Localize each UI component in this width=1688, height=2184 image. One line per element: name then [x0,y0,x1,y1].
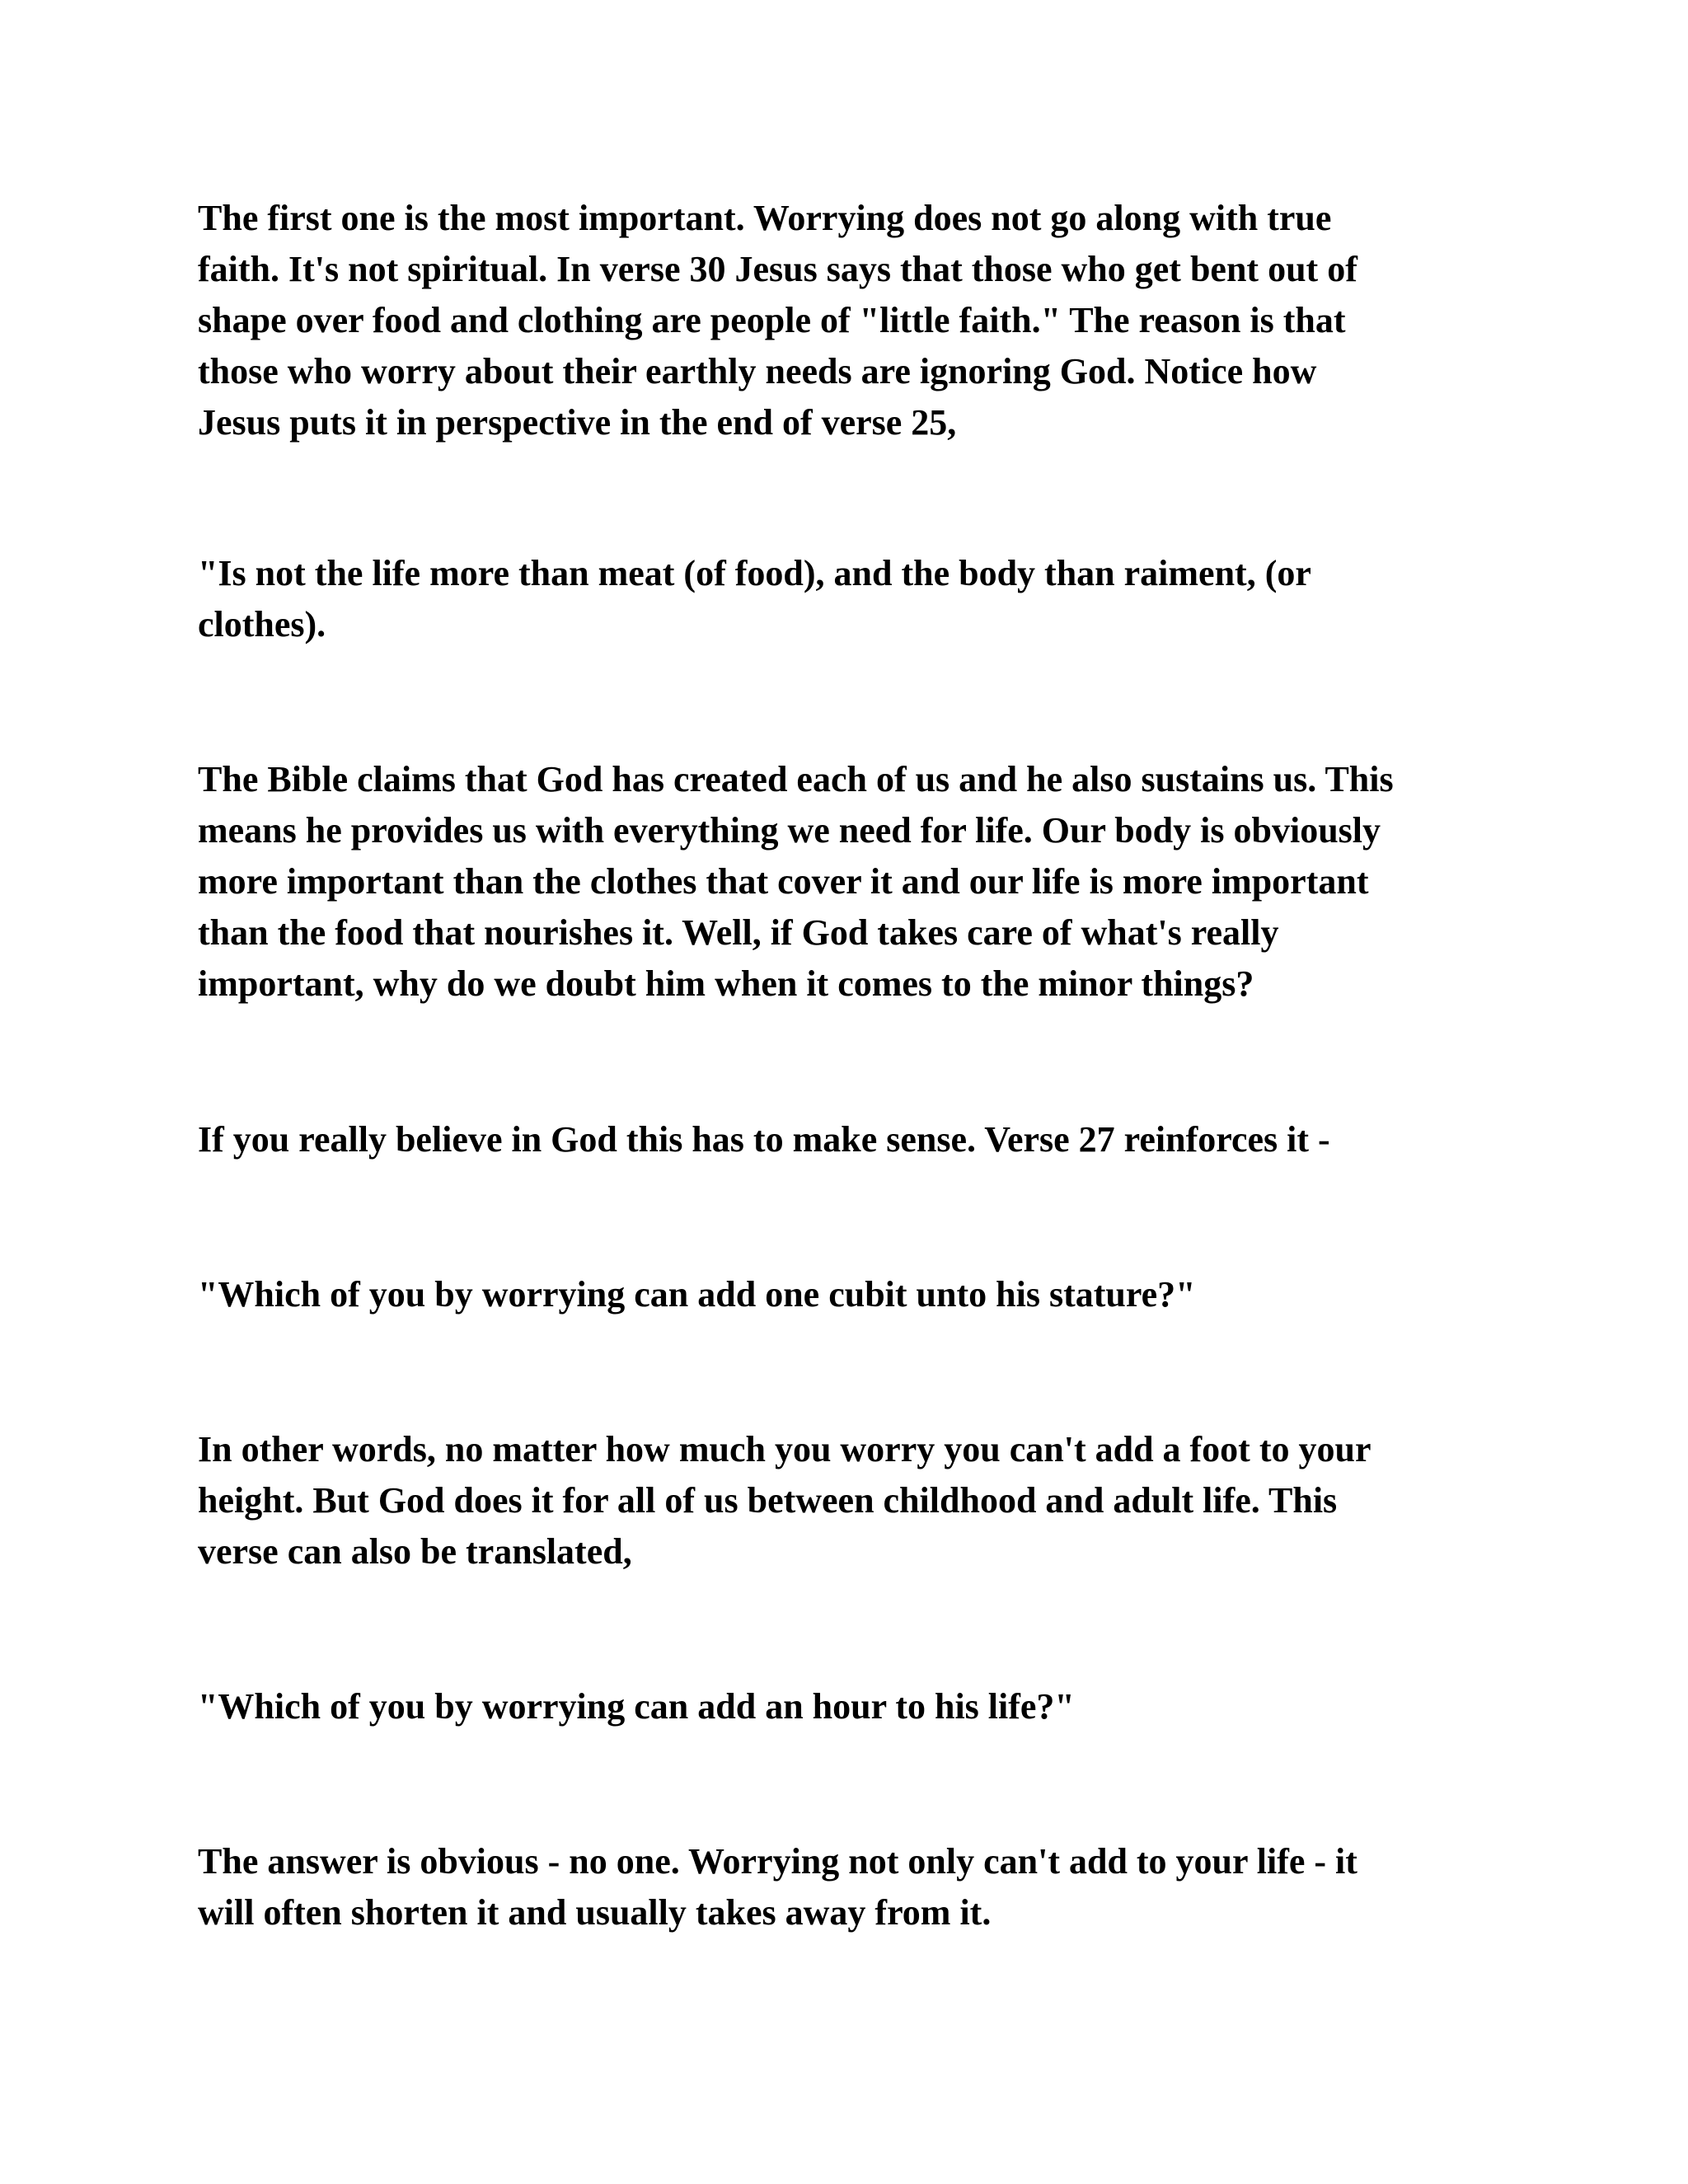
text-line: verse can also be translated, [198,1531,632,1572]
paragraph-answer-obvious [198,1836,1517,1938]
paragraph-quote-verse-25 [198,548,1517,650]
paragraph-bible-claims [198,754,1517,1010]
text-line: important, why do we doubt him when it comes to the minor things? [198,963,1254,1004]
text-line: If you really believe in God this has to make sense. Verse 27 reinforces it - [198,1119,1330,1160]
text-line: will often shorten it and usually takes away from it. [198,1892,992,1933]
paragraph-first-most-important [198,193,1517,448]
paragraph-verse-27-intro [198,1114,1517,1165]
text-line: those who worry about their earthly needs are ignoring God. Notice how [198,351,1317,391]
paragraph-in-other-words [198,1424,1517,1577]
text-line: shape over food and clothing are people of "little faith." The reason is that [198,300,1346,340]
text-line: clothes). [198,604,326,644]
text-line: The Bible claims that God has created each of us and he also sustains us. This [198,759,1394,799]
text-line: faith. It's not spiritual. In verse 30 Jesus says that those who get bent out of [198,249,1357,289]
text-line: "Which of you by worrying can add one cubit unto his stature?" [198,1274,1196,1315]
text-line: "Which of you by worrying can add an hour to his life?" [198,1686,1075,1727]
text-line: more important than the clothes that cover it and our life is more important [198,861,1369,902]
paragraph-quote-hour [198,1681,1517,1732]
text-line: "Is not the life more than meat (of food), and the body than raiment, (or [198,553,1311,593]
text-line: In other words, no matter how much you worry you can't add a foot to your [198,1429,1372,1469]
text-line: height. But God does it for all of us between childhood and adult life. This [198,1480,1338,1521]
text-line: Jesus puts it in perspective in the end of verse 25, [198,402,957,443]
paragraph-quote-cubit [198,1269,1517,1320]
text-line: than the food that nourishes it. Well, if God takes care of what's really [198,912,1279,953]
text-line: means he provides us with everything we need for life. Our body is obviously [198,810,1381,851]
text-line: The answer is obvious - no one. Worrying not only can't add to your life - it [198,1841,1357,1882]
text-line: The first one is the most important. Worrying does not go along with true [198,198,1332,238]
